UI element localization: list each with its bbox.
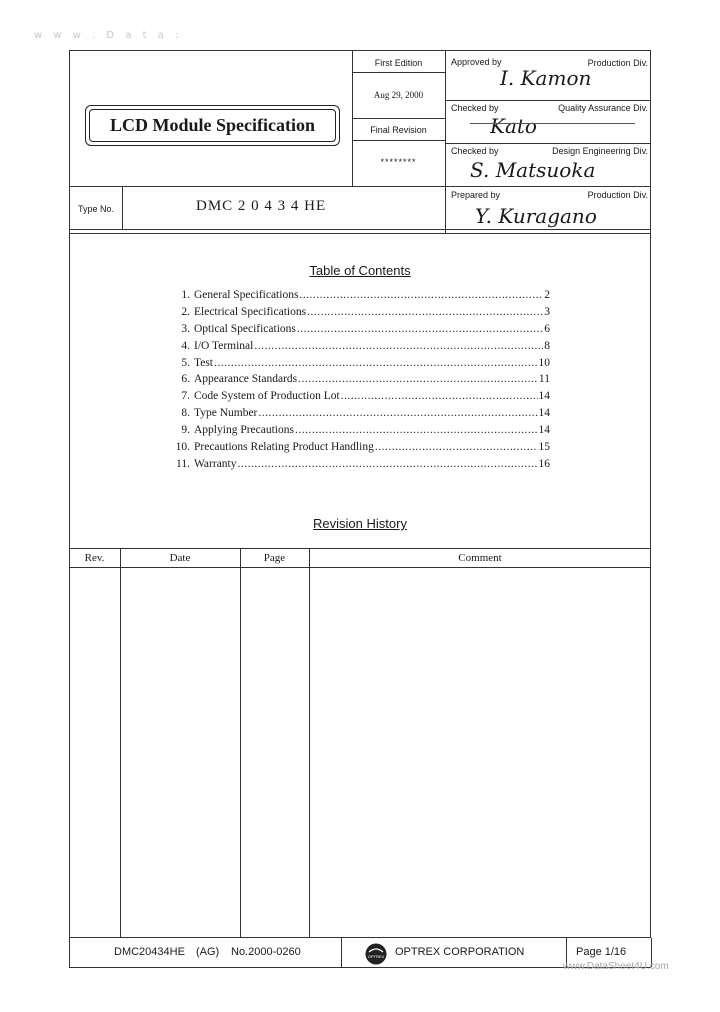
toc-dots <box>258 407 537 419</box>
type-no-value: DMC 2 0 4 3 4 HE <box>196 198 327 214</box>
toc-label: Electrical Specifications <box>194 306 307 318</box>
toc-page: 14 <box>538 390 550 402</box>
toc-num: 7. <box>181 390 190 402</box>
toc-item <box>170 373 550 385</box>
footer-number: No.2000-0260 <box>231 946 301 958</box>
final-revision-label: Final Revision <box>370 125 427 135</box>
footer-company: OPTREX CORPORATION <box>395 946 525 958</box>
toc-label: Precautions Relating Product Handling <box>194 441 374 453</box>
toc-label: Optical Specifications <box>194 323 296 335</box>
toc-title: Table of Contents <box>309 263 411 278</box>
toc-item <box>170 323 550 335</box>
toc-page: 16 <box>538 458 550 470</box>
approval-dept-4: Production Div. <box>587 190 648 200</box>
footer-version: (AG) <box>196 946 220 958</box>
toc-item <box>170 441 550 453</box>
approval-line-1 <box>445 100 651 101</box>
approval-role-2: Checked by <box>451 103 499 113</box>
optrex-logo <box>365 943 387 965</box>
revision-history-title: Revision History <box>313 516 407 531</box>
footer-watermark: www.DataSheet4U.com <box>563 961 669 972</box>
toc-label: Code System of Production Lot <box>194 390 340 402</box>
revision-table-header-line <box>69 567 651 568</box>
final-revision-value: ******** <box>380 157 417 167</box>
approval-role-1: Approved by <box>451 57 502 67</box>
optrex-logo-text: OPTREX <box>367 954 385 959</box>
toc-label: Warranty <box>194 458 237 470</box>
approval-signature-4: Y. Kuragano <box>475 204 597 228</box>
toc-label: Applying Precautions <box>194 424 294 436</box>
toc-dots <box>295 424 538 436</box>
footer-left-border <box>69 938 70 967</box>
revision-col-date: Date <box>169 552 191 564</box>
toc-page: 15 <box>538 441 550 453</box>
toc-item <box>170 458 550 470</box>
type-no-divider <box>122 186 123 229</box>
footer-page: Page 1/16 <box>576 946 627 958</box>
first-edition-date: Aug 29, 2000 <box>373 90 424 100</box>
revision-col-rev: Rev. <box>84 552 105 564</box>
toc-num: 2. <box>181 306 190 318</box>
first-edition-label: First Edition <box>374 58 423 68</box>
toc-item <box>170 340 550 352</box>
footer-divider-1 <box>341 938 342 967</box>
toc-item <box>170 289 550 301</box>
toc-num: 11. <box>176 458 190 470</box>
toc-num: 4. <box>181 340 190 352</box>
toc-label: I/O Terminal <box>194 340 254 352</box>
toc-num: 3. <box>181 323 190 335</box>
revision-table-top <box>69 548 651 549</box>
approval-signature-3: S. Matsuoka <box>470 158 596 182</box>
edition-line-1 <box>352 72 445 73</box>
header-bottom-line-2 <box>69 233 651 234</box>
toc-page: 3 <box>544 306 550 318</box>
document-title: LCD Module Specification <box>89 109 336 142</box>
toc-label: General Specifications <box>194 289 299 301</box>
toc-label: Type Number <box>194 407 258 419</box>
header-divider <box>69 186 651 187</box>
toc-item <box>170 424 550 436</box>
page-frame <box>69 50 651 938</box>
toc-dots <box>254 340 543 352</box>
toc-num: 8. <box>181 407 190 419</box>
toc-page: 2 <box>544 289 550 301</box>
toc-page: 8 <box>544 340 550 352</box>
toc-item <box>170 357 550 369</box>
toc-dots <box>307 306 543 318</box>
toc-page: 6 <box>544 323 550 335</box>
toc-dots <box>297 323 543 335</box>
approval-column-left <box>445 50 446 233</box>
toc-page: 11 <box>538 373 550 385</box>
revision-col-divider-3 <box>309 548 310 938</box>
approval-signature-2: Kato <box>490 114 537 138</box>
approval-dept-3: Design Engineering Div. <box>552 146 648 156</box>
header-bottom-line <box>69 229 651 230</box>
toc-page: 14 <box>538 424 550 436</box>
toc-item <box>170 390 550 402</box>
toc-dots <box>214 357 538 369</box>
approval-signature-1: I. Kamon <box>500 66 592 90</box>
watermark-top: w w w . D a t a : <box>34 30 183 41</box>
edition-line-2 <box>352 118 445 119</box>
footer-doc-id: DMC20434HE <box>114 946 185 958</box>
toc-num: 5. <box>181 357 190 369</box>
toc-num: 9. <box>181 424 190 436</box>
signature-underline-2 <box>470 123 635 124</box>
optrex-logo-icon <box>365 943 387 965</box>
toc-page: 10 <box>538 357 550 369</box>
toc-label: Test <box>194 357 213 369</box>
revision-col-divider-2 <box>240 548 241 938</box>
approval-line-2 <box>445 143 651 144</box>
toc-page: 14 <box>538 407 550 419</box>
revision-col-divider-1 <box>120 548 121 938</box>
toc-dots <box>298 373 538 385</box>
toc-label: Appearance Standards <box>194 373 298 385</box>
edition-line-3 <box>352 140 445 141</box>
approval-role-4: Prepared by <box>451 190 501 200</box>
revision-col-comment: Comment <box>458 552 502 564</box>
toc-num: 6. <box>181 373 190 385</box>
revision-col-page: Page <box>263 552 286 564</box>
toc-dots <box>341 390 538 402</box>
toc-item <box>170 306 550 318</box>
toc-num: 10. <box>175 441 190 453</box>
approval-dept-2: Quality Assurance Div. <box>558 103 648 113</box>
type-no-label: Type No. <box>78 204 115 214</box>
toc-dots <box>299 289 543 301</box>
toc-num: 1. <box>181 289 190 301</box>
toc-item <box>170 407 550 419</box>
approval-dept-1: Production Div. <box>587 58 648 68</box>
toc-dots <box>375 441 538 453</box>
approval-role-3: Checked by <box>451 146 499 156</box>
toc-dots <box>238 458 538 470</box>
